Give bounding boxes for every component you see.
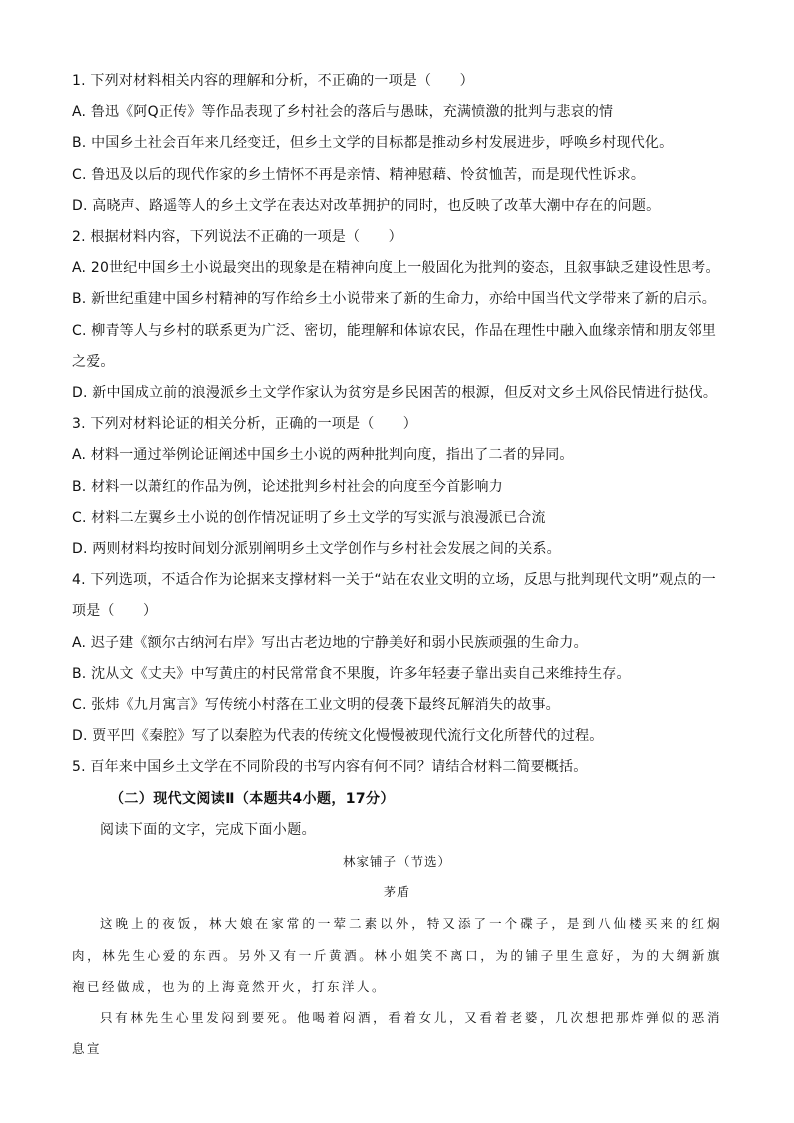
option-b: B. 中国乡土社会百年来几经变迁，但乡土文学的目标都是推动乡村发展进步，呼唤乡村现代化。 xyxy=(72,135,674,152)
question-stem: 4. 下列选项，不适合作为论据来支撑材料一关于“站在农业文明的立场，反思与批判现代文明”观点的一项是（ ） xyxy=(72,572,716,620)
story-paragraph: 这晚上的夜饭，林大娘在家常的一荤二素以外，特又添了一个碟子，是到八仙楼买来的红焖肉，林先生心爱的东西。另外又有一斤黄酒。林小姐笑不离口，为的铺子里生意好，为的大绸新旗袍已经做成，也为的上海竟然开火，打东洋人。 xyxy=(72,916,722,994)
option-b: B. 材料一以萧红的作品为例，论述批判乡村社会的向度至今首影响力 xyxy=(72,478,503,495)
story-author: 茅盾 xyxy=(383,885,410,900)
instruction: 阅读下面的文字，完成下面小题。 xyxy=(100,821,316,838)
option-d: D. 新中国成立前的浪漫派乡土文学作家认为贫穷是乡民困苦的根源，但反对文乡土风俗民情进行挞伐。 xyxy=(72,385,718,402)
option-b: B. 沈从文《丈夫》中写黄庄的村民常常食不果腹，许多年轻妻子靠出卖自己来维持生存。 xyxy=(72,665,631,682)
question-stem: 2. 根据材料内容，下列说法不正确的一项是（ ） xyxy=(72,229,403,246)
story-paragraph: 只有林先生心里发闷到要死。他喝着闷酒，看着女儿，又看着老婆，几次想把那炸弹似的恶消息宣 xyxy=(72,1010,722,1057)
option-a: A. 20世纪中国乡土小说最突出的现象是在精神向度上一般固化为批判的姿态，且叙事缺乏建设性思考。 xyxy=(72,260,720,277)
exam-page xyxy=(72,66,722,1065)
option-b: B. 新世纪重建中国乡村精神的写作给乡土小说带来了新的生命力，亦给中国当代文学带来了新的启示。 xyxy=(72,291,716,308)
question-stem: 3. 下列对材料论证的相关分析，正确的一项是（ ） xyxy=(72,416,418,433)
option-c: C. 张炜《九月寓言》写传统小村落在工业文明的侵袭下最终瓦解消失的故事。 xyxy=(72,697,560,714)
option-d: D. 贾平凹《秦腔》写了以秦腔为代表的传统文化慢慢被现代流行文化所替代的过程。 xyxy=(72,728,604,745)
option-a: A. 鲁迅《阿Q正传》等作品表现了乡村社会的落后与愚昧，充满愤激的批判与悲哀的情 xyxy=(72,104,614,121)
question-stem: 5. 百年来中国乡土文学在不同阶段的书写内容有何不同？请结合材料二简要概括。 xyxy=(72,759,588,776)
option-d: D. 高晓声、路遥等人的乡土文学在表达对改革拥护的同时，也反映了改革大潮中存在的问题。 xyxy=(72,197,661,214)
option-c: C. 鲁迅及以后的现代作家的乡土情怀不再是亲情、精神慰藉、怜贫恤苦，而是现代性诉求。 xyxy=(72,166,646,183)
story-title: 林家铺子（节选） xyxy=(342,854,451,870)
section-heading: （二）现代文阅读Ⅱ（本题共4小题，17分） xyxy=(110,790,395,807)
option-a: A. 迟子建《额尔古纳河右岸》写出古老边地的宁静美好和弱小民族顽强的生命力。 xyxy=(72,634,588,651)
option-c: C. 柳青等人与乡村的联系更为广泛、密切，能理解和体谅农民，作品在理性中融入血缘亲情和朋友邻里之爱。 xyxy=(72,322,717,370)
option-d: D. 两则材料均按时间划分派别阐明乡土文学创作与乡村社会发展之间的关系。 xyxy=(72,541,561,558)
option-a: A. 材料一通过举例论证阐述中国乡土小说的两种批判向度，指出了二者的异同。 xyxy=(72,447,574,464)
question-stem: 1. 下列对材料相关内容的理解和分析，不正确的一项是（ ） xyxy=(72,73,474,89)
option-c: C. 材料二左翼乡土小说的创作情况证明了乡土文学的写实派与浪漫派已合流 xyxy=(72,509,546,526)
